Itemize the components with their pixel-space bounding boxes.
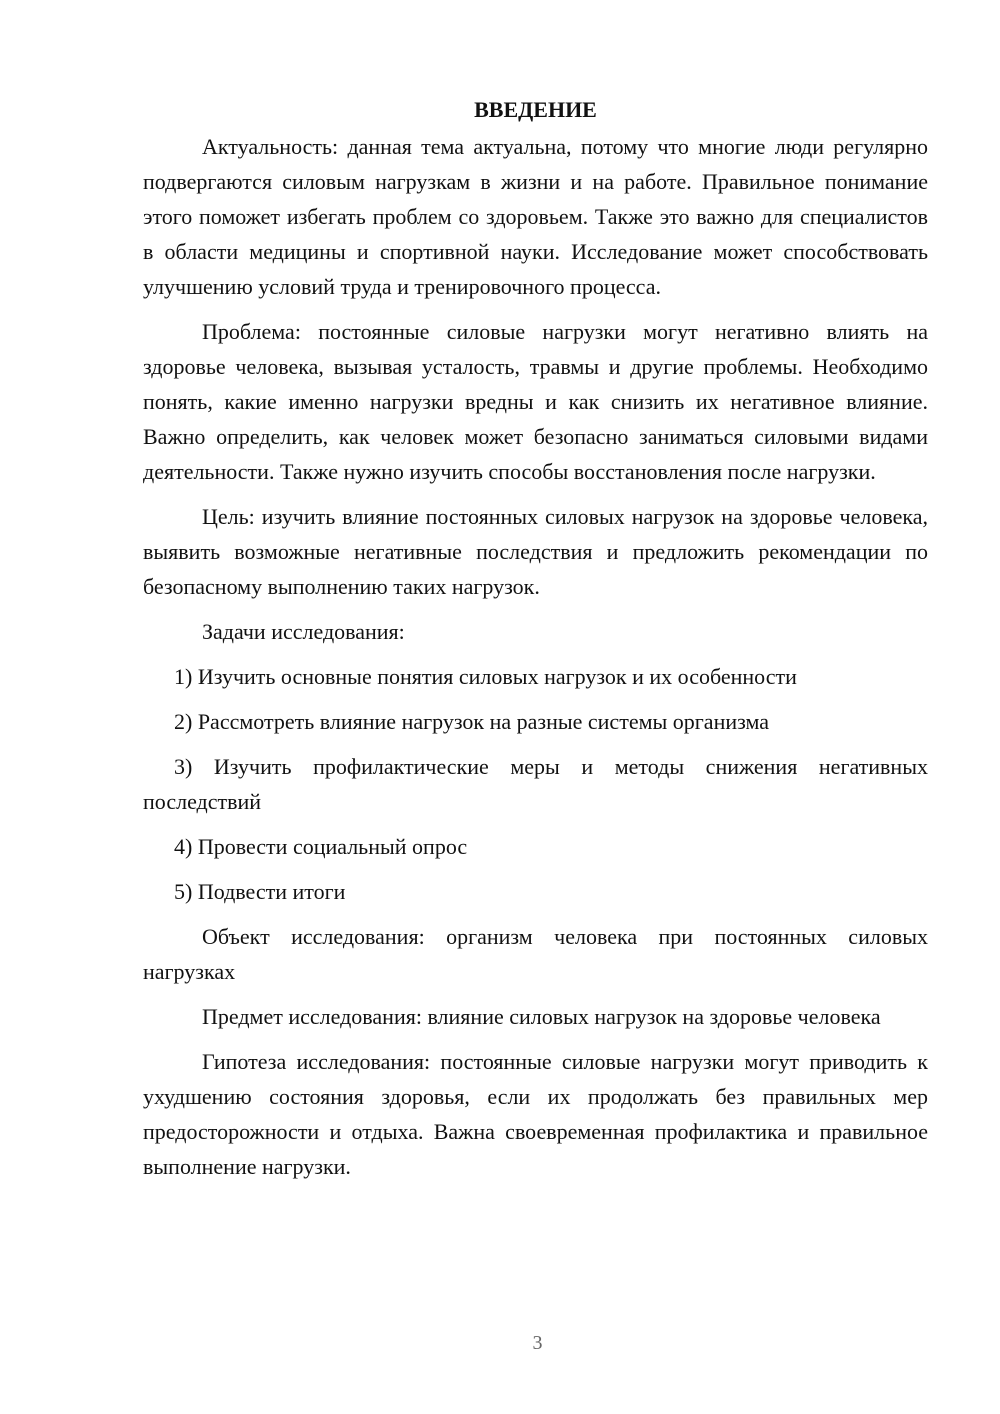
tasks-title: Задачи исследования: bbox=[202, 619, 405, 644]
task-item-2: 2) Рассмотреть влияние нагрузок на разные системы организма bbox=[174, 709, 770, 734]
section-heading: ВВЕДЕНИЕ bbox=[474, 97, 597, 122]
task-item-4: 4) Провести социальный опрос bbox=[174, 834, 468, 859]
page-number: 3 bbox=[532, 1332, 543, 1354]
task-item-3: 3) Изучить профилактические меры и методы снижения негативных последствий bbox=[143, 754, 928, 814]
hypothesis-paragraph: Гипотеза исследования: постоянные силовые нагрузки могут приводить к ухудшению состояния здоровья, если их продолжать без правильных мер предосторожности и отдыха. Важна своевременная профилактика и правильное выполнение нагрузки. bbox=[143, 1049, 928, 1179]
problem-paragraph: Проблема: постоянные силовые нагрузки могут негативно влиять на здоровье человека, вызывая усталость, травмы и другие проблемы. Необходимо понять, какие именно нагрузки вредны и как снизить их негативное влияние. Важно определить, как человек может безопасно заниматься силовыми видами деятельности. Также нужно изучить способы восстановления после нагрузки. bbox=[143, 319, 928, 484]
task-item-5: 5) Подвести итоги bbox=[174, 879, 346, 904]
subject-paragraph: Предмет исследования: влияние силовых нагрузок на здоровье человека bbox=[202, 1004, 881, 1029]
task-item-1: 1) Изучить основные понятия силовых нагрузок и их особенности bbox=[174, 664, 797, 689]
object-paragraph: Объект исследования: организм человека при постоянных силовых нагрузках bbox=[143, 924, 928, 984]
goal-paragraph: Цель: изучить влияние постоянных силовых нагрузок на здоровье человека, выявить возможные негативные последствия и предложить рекомендации по безопасному выполнению таких нагрузок. bbox=[143, 504, 928, 599]
relevance-paragraph: Актуальность: данная тема актуальна, потому что многие люди регулярно подвергаются силовым нагрузкам в жизни и на работе. Правильное понимание этого поможет избегать проблем со здоровьем. Также это важно для специалистов в области медицины и спортивной науки. Исследование может способствовать улучшению условий труда и тренировочного процесса. bbox=[143, 134, 928, 299]
document-page bbox=[143, 92, 928, 1194]
